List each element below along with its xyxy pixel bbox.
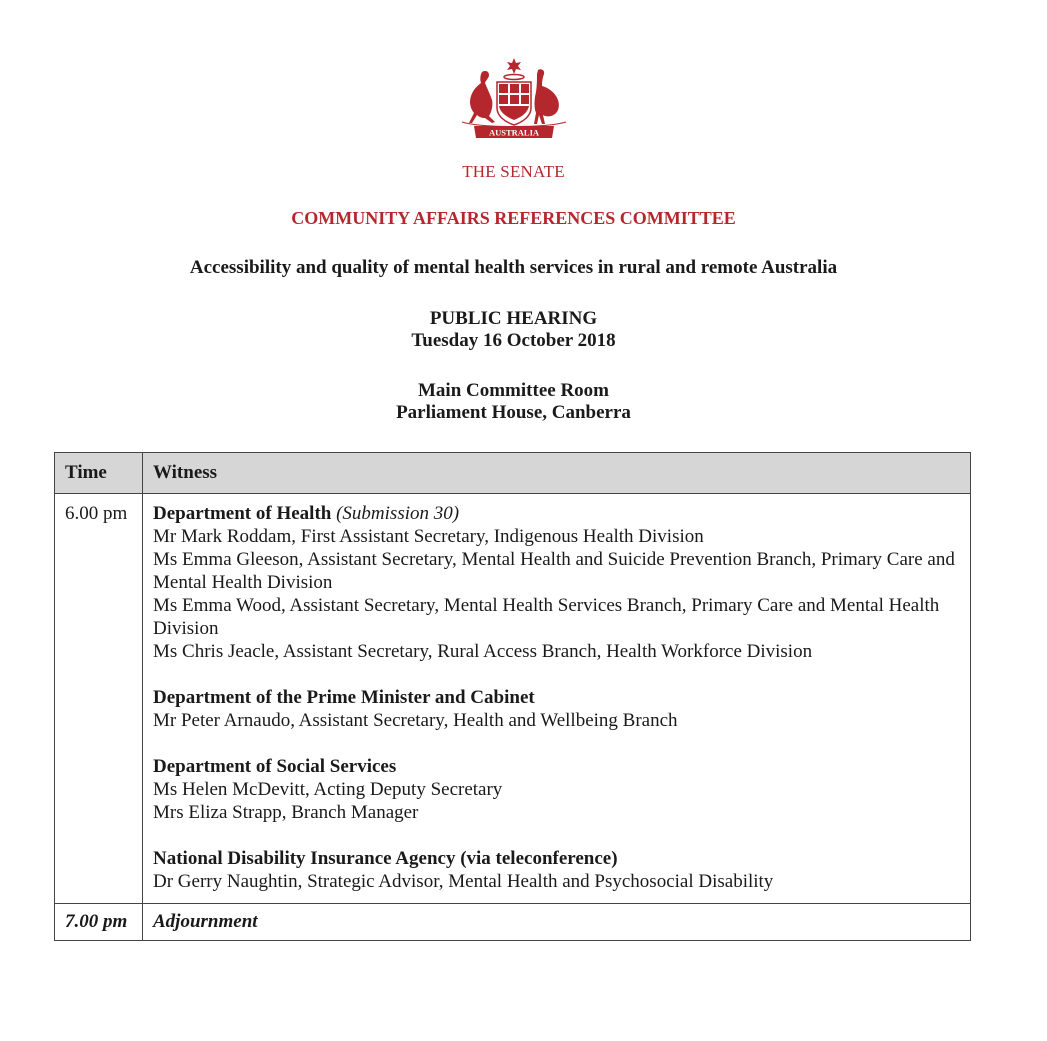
org-group-pmc xyxy=(153,686,960,732)
witness-line: Ms Helen McDevitt, Acting Deputy Secretary xyxy=(153,779,503,800)
witness-line: Mr Peter Arnaudo, Assistant Secretary, Health and Wellbeing Branch xyxy=(153,710,678,731)
witness-line: Ms Emma Gleeson, Assistant Secretary, Mental Health and Suicide Prevention Branch, Primary Care and Mental Health Division xyxy=(153,549,955,593)
witness-line: Dr Gerry Naughtin, Strategic Advisor, Mental Health and Psychosocial Disability xyxy=(153,871,774,892)
org-name: National Disability Insurance Agency (via teleconference) xyxy=(153,848,618,869)
venue-place: Parliament House, Canberra xyxy=(396,402,631,423)
submission-note: (Submission 30) xyxy=(336,503,460,524)
venue-room: Main Committee Room xyxy=(417,380,609,401)
crest-ribbon-text: AUSTRALIA xyxy=(488,127,540,138)
witness-line: Ms Chris Jeacle, Assistant Secretary, Rural Access Branch, Health Workforce Division xyxy=(153,641,813,662)
program-table xyxy=(54,452,971,941)
adjournment-label: Adjournment xyxy=(143,904,971,941)
org-name: Department of Health xyxy=(153,503,332,524)
org-name: Department of the Prime Minister and Cabinet xyxy=(153,687,535,708)
emu-icon xyxy=(534,69,559,124)
session-time: 6.00 pm xyxy=(55,494,143,904)
witness-column-header: Witness xyxy=(143,453,971,494)
org-group-health xyxy=(153,502,960,663)
time-column-header: Time xyxy=(55,453,143,494)
adjournment-time: 7.00 pm xyxy=(55,904,143,941)
star-icon xyxy=(507,58,521,74)
committee-heading: COMMUNITY AFFAIRS REFERENCES COMMITTEE xyxy=(291,208,736,228)
table-header-row xyxy=(55,453,971,494)
inquiry-title: Accessibility and quality of mental health services in rural and remote Australia xyxy=(189,257,838,278)
hearing-block xyxy=(0,308,1027,352)
org-group-dss xyxy=(153,755,960,824)
hearing-date: Tuesday 16 October 2018 xyxy=(411,330,616,351)
org-name: Department of Social Services xyxy=(153,756,397,777)
venue-block xyxy=(0,380,1027,424)
session-witnesses xyxy=(143,494,971,904)
witness-line: Mr Mark Roddam, First Assistant Secretary, Indigenous Health Division xyxy=(153,526,704,547)
adjournment-row xyxy=(55,904,971,941)
witness-line: Ms Emma Wood, Assistant Secretary, Mental Health Services Branch, Primary Care and Mental Health Division xyxy=(153,595,940,639)
senate-heading: THE SENATE xyxy=(462,162,565,181)
hearing-type: PUBLIC HEARING xyxy=(429,308,598,329)
org-heading xyxy=(153,502,960,525)
session-row xyxy=(55,494,971,904)
coat-of-arms-crest xyxy=(452,56,576,148)
org-group-ndia xyxy=(153,847,960,893)
kangaroo-icon xyxy=(469,71,495,123)
witness-line: Mrs Eliza Strapp, Branch Manager xyxy=(153,802,419,823)
